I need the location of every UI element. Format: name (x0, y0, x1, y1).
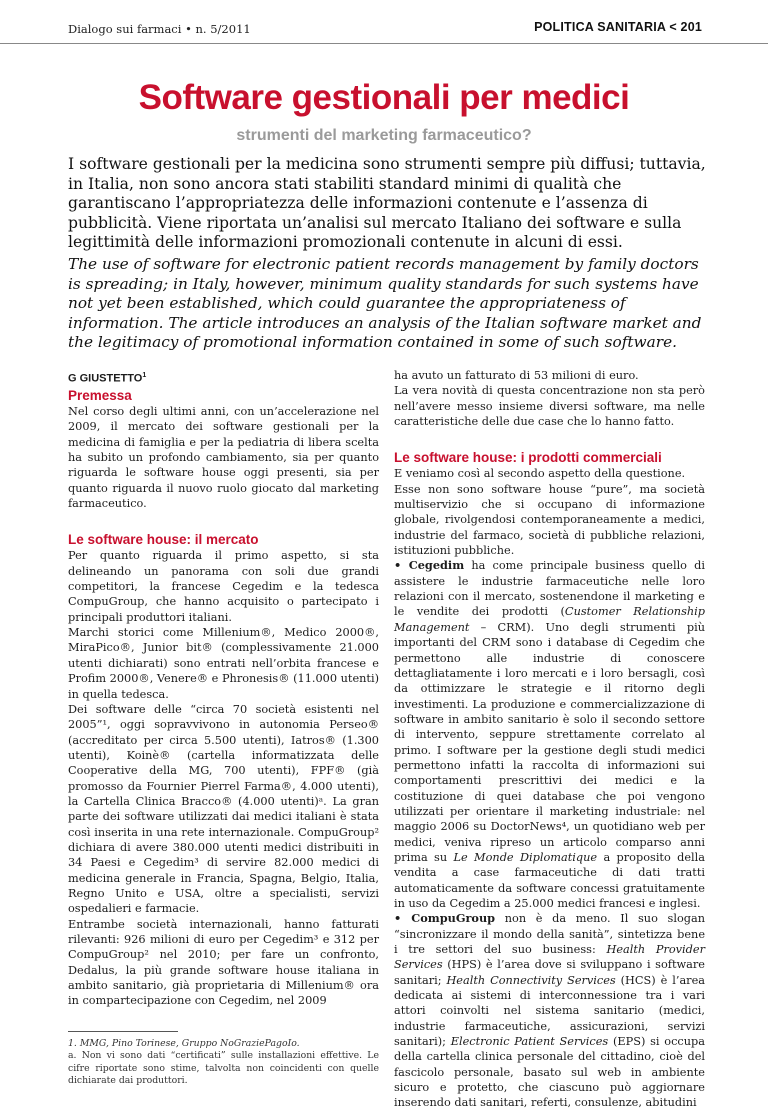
paragraph: ha avuto un fatturato di 53 milioni di euro. (394, 369, 639, 382)
paragraph: Nel corso degli ultimi anni, con un’accelerazione nel 2009, il mercato dei software gestionali per la medicina di famiglia e per la pediatria di libera scelta ha subito un profondo cambiamento, sia per quanto riguarda le software house oggi presenti, sia per quanto riguarda il nuovo ruolo giocato dal marketing farmaceutico. (68, 405, 379, 511)
author-line: G GIUSTETTO$^1$ (68, 372, 147, 385)
footnote-rule (68, 1031, 178, 1032)
footnote-a: a. Non vi sono dati “certificati” sulle installazioni effettive. Le cifre riportate sono stime, talvolta non coincidenti con quelle dichiarate dai produttori. (68, 1050, 379, 1087)
paragraph: Marchi storici come Millenium®, Medico 2000®, MiraPico®, Junior bit® (complessivamente 21.000 utenti dichiarati) sono entrati nell’orbita francese e Profim 2000®, Venere® e Phronesis® (11.000 utenti) in quella tedesca. (68, 626, 379, 701)
paragraph: Dei software delle “circa 70 società esistenti nel 2005”¹, oggi sopravvivono in autonomia Perseo® (accreditato per circa 5.500 utenti), Iatros® (1.300 utenti), Koinè® (cartella informatizzata delle Cooperative della MG, 700 utenti), FPF® (già promosso da Fournier Pierrel Farma®, 4.000 utenti), la Cartella Clinica Bracco® (4.000 utenti)ᵃ. La gran parte dei software utilizzati dai medici italiani è stata così inserita in una rete internazionale. CompuGroup² dichiara di avere 380.000 utenti medici distribuiti in 34 Paesi e Cegedim³ di servire 82.000 medici di medicina generale in Francia, Spagna, Belgio, Italia, Regno Unito e USA, oltre a specialisti, servizi ospedalieri e farmacie. (68, 702, 379, 916)
paragraph: Esse non sono software house “pure”, ma società multiservizio che si occupano di informazione globale, rivolgendosi contemporaneamente a medici, industrie del farmaco, società di pubbliche relazioni, istituzioni pubbliche. (394, 482, 705, 558)
section-heading-mercato: Le software house: il mercato (68, 532, 259, 548)
paragraph: La vera novità di questa concentrazione non sta però nell’avere messo insieme diversi software, ma nelle caratteristiche delle due case che lo hanno fatto. (394, 384, 705, 429)
running-header-section-page: POLITICA SANITARIA < 201 (534, 20, 702, 34)
header-rule (0, 43, 768, 44)
paragraph-cegedim: • Cegedim ha come principale business quello di assistere le industrie farmaceutiche nelle loro relazioni con il mercato, sostenendone il marketing e le vendite dei prodotti (Customer Relationship Management – CRM). Uno degli strumenti più importanti del CRM sono i database di Cegedim che permettono alle industrie di conoscere dettagliatamente i loro mercati e i loro bersagli, così da ottimizzare le strategie e il ritorno degli investimenti. La produzione e commercializzazione di software in ambito sanitario è solo il secondo settore di intervento, seppure strettamente correlato al primo. I software per la gestione degli studi medici permettono infatti la raccolta di informazioni sui comportamenti prescrittivi dei medici e la costituzione di quei database che poi vengono utilizzati per orientare il marketing industriale: nel maggio 2006 su DoctorNews⁴, un quotidiano web per medici, veniva ripreso un articolo comparso anni prima su Le Monde Diplomatique a proposito della vendita a case farmaceutiche di dati tratti automaticamente da software concessi gratuitamente in uso da Cegedim a 25.000 medici francesi e inglesi. (394, 558, 706, 910)
paragraph: Entrambe società internazionali, hanno fatturati rilevanti: 926 milioni di euro per Cegedim³ e 312 per CompuGroup² nel 2010; per fare un confronto, Dedalus, la più grande software house italiana in ambito sanitario, già proprietaria di Millenium® ora in compartecipazione con Cegedim, nel 2009 (68, 917, 379, 1008)
footnote-author: 1. MMG, Pino Torinese, Gruppo NoGraziePagoIo. (68, 1037, 300, 1049)
abstract-english: The use of software for electronic patient records management by family doctors is spreading; in Italy, however, minimum quality standards for such systems have not yet been established, which could guarantee the appropriateness of information. The article introduces an analysis of the Italian software market and the legitimacy of promotional information contained in some of such software. (68, 255, 702, 351)
paragraph: Per quanto riguarda il primo aspetto, si sta delineando un panorama con soli due grandi competitori, la francese Cegedim e la tedesca CompuGroup, che hanno acquisito o partecipato i principali produttori italiani. (68, 549, 379, 624)
abstract-italian: I software gestionali per la medicina sono strumenti sempre più diffusi; tuttavia, in Italia, non sono ancora stati stabiliti standard minimi di qualità che garantiscano l’appropriatezza delle informazioni contenute e l’assenza di pubblicità. Viene riportata un’analisi sul mercato Italiano dei software e sulla legittimità delle informazioni promozionali contenute in alcuni di essi. (68, 155, 706, 251)
paragraph-compugroup: • CompuGroup non è da meno. Il suo slogan “sincronizzare il mondo della sanità”, sintetizza bene i tre settori del suo business: Health Provider Services (HPS) è l’area dove si sviluppano i software sanitari; Health Connectivity Services (HCS) è l’area dedicata ai sistemi di interconnessione tra i vari attori coinvolti nel sistema sanitario (medici, industrie farmaceutiche, assicurazioni, servizi sanitari); Electronic Patient Services (EPS) si occupa della cartella clinica personale del cittadino, cioè del fascicolo personale, basato sul web in ambiente sicuro e protetto, che ciascuno può aggiornare inserendo dati sanitari, referti, consulenze, abitudini (394, 911, 706, 1110)
section-heading-premessa: Premessa (68, 388, 132, 403)
running-header-journal: Dialogo sui farmaci • n. 5/2011 (68, 22, 251, 36)
article-title: Software gestionali per medici (138, 78, 630, 117)
right-column (394, 368, 705, 1111)
left-column (68, 368, 379, 1088)
paragraph: E veniamo così al secondo aspetto della questione. (394, 467, 686, 481)
section-heading-prodotti: Le software house: i prodotti commerciali (394, 450, 662, 466)
article-subtitle: strumenti del marketing farmaceutico? (236, 127, 532, 144)
